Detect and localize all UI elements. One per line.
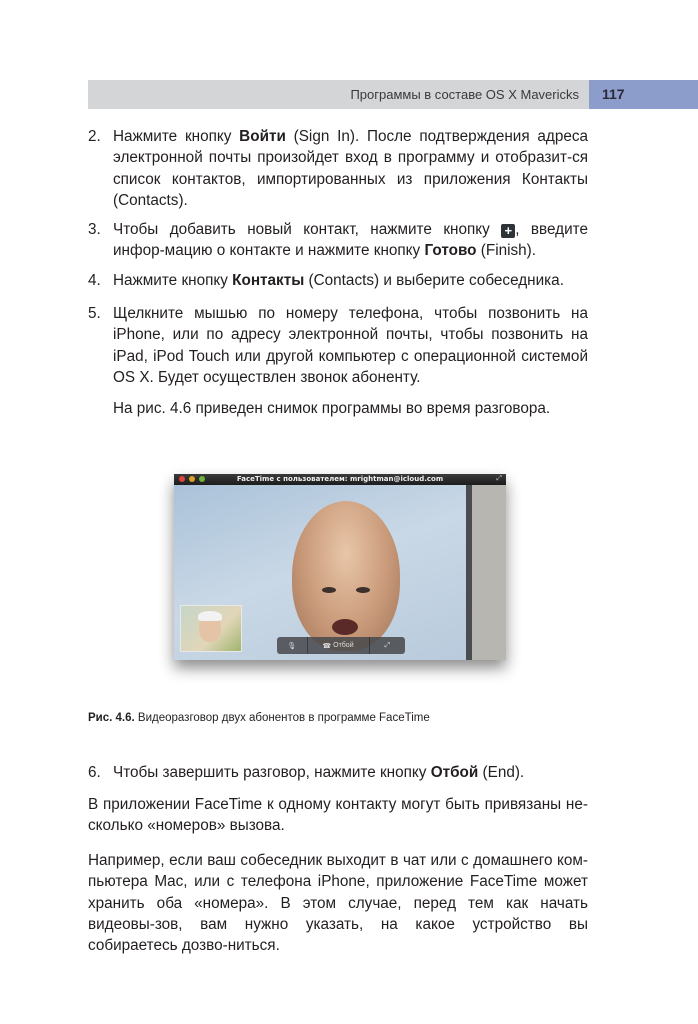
- fullscreen-icon: ⤢: [496, 475, 502, 482]
- end-label: Отбой: [430, 764, 479, 781]
- remote-face: [292, 501, 400, 651]
- step-number: 6.: [88, 764, 101, 781]
- sign-in-label: Войти: [239, 128, 286, 145]
- end-call-button: [308, 637, 370, 654]
- facetime-screenshot: [174, 474, 506, 660]
- self-view-pip: [180, 605, 242, 652]
- step-number: 3.: [88, 221, 101, 238]
- phone-hangup-icon: ☎: [322, 642, 334, 650]
- self-hat: [198, 611, 222, 621]
- paragraph: В приложении FaceTime к одному контакту могут быть привязаны не-сколько «номеров» вызова.: [88, 796, 588, 835]
- plus-icon: +: [501, 224, 515, 238]
- caption-text: Видеоразговор двух абонентов в программе FaceTime: [134, 712, 430, 724]
- eye: [356, 587, 370, 593]
- step-3: 3. Чтобы добавить новый контакт, нажмите кнопку + , введите инфор-мацию о контакте и нажмите кнопку Готово (Finish).: [88, 221, 588, 260]
- step-4: 4. Нажмите кнопку Контакты (Contacts) и выберите собеседника.: [88, 270, 588, 291]
- window-titlebar: [174, 474, 506, 485]
- running-title: Программы в составе OS X Mavericks: [350, 87, 579, 102]
- fullscreen-icon: ⤢: [384, 641, 391, 649]
- page-number-box: [589, 80, 698, 109]
- call-controls: [277, 637, 405, 654]
- end-call-label: Отбой: [333, 642, 354, 649]
- step-5-note: На рис. 4.6 приведен снимок программы во время разговора.: [113, 400, 551, 417]
- microphone-mute-icon: 🎙: [277, 637, 308, 654]
- window-title: FaceTime с пользователем: mrightman@icloud.com: [236, 475, 444, 483]
- paragraph: Например, если ваш собеседник выходит в чат или с домашнего ком-пьютера Mac, или с телефона iPhone, приложение FaceTime может хранить оба «номера». В этом случае, перед тем как начать видеовы-зов, вам нужно указать, на какое устройство вы собираетесь дозво-ниться.: [88, 852, 588, 955]
- caption-label: Рис. 4.6.: [88, 712, 135, 724]
- finish-label: Готово: [424, 242, 477, 260]
- eye: [322, 587, 336, 593]
- step-2: 2. Нажмите кнопку Войти (Sign In). После подтверждения адреса электронной почты произойдет вход в программу и отобразит-ся список контактов, импортированных из приложения Контакты (Contacts).: [88, 128, 588, 209]
- running-header: [88, 80, 589, 109]
- step-number: 2.: [88, 128, 101, 145]
- background-window-frame: [466, 485, 506, 660]
- contacts-label: Контакты: [232, 272, 305, 289]
- mouth: [332, 619, 358, 635]
- step-6: 6. Чтобы завершить разговор, нажмите кнопку Отбой (End).: [88, 762, 588, 783]
- page-number: 117: [602, 86, 625, 102]
- step-5: 5. Щелкните мышью по номеру телефона, чтобы позвонить на iPhone, или по адресу электронной почты, чтобы позвонить на iPad, iPod Touch или другой компьютер с операционной системой OS X. Будет осуществлен звонок абоненту.: [88, 305, 588, 386]
- step-number: 5.: [88, 305, 101, 322]
- step-number: 4.: [88, 272, 101, 289]
- figure-caption: [88, 712, 430, 724]
